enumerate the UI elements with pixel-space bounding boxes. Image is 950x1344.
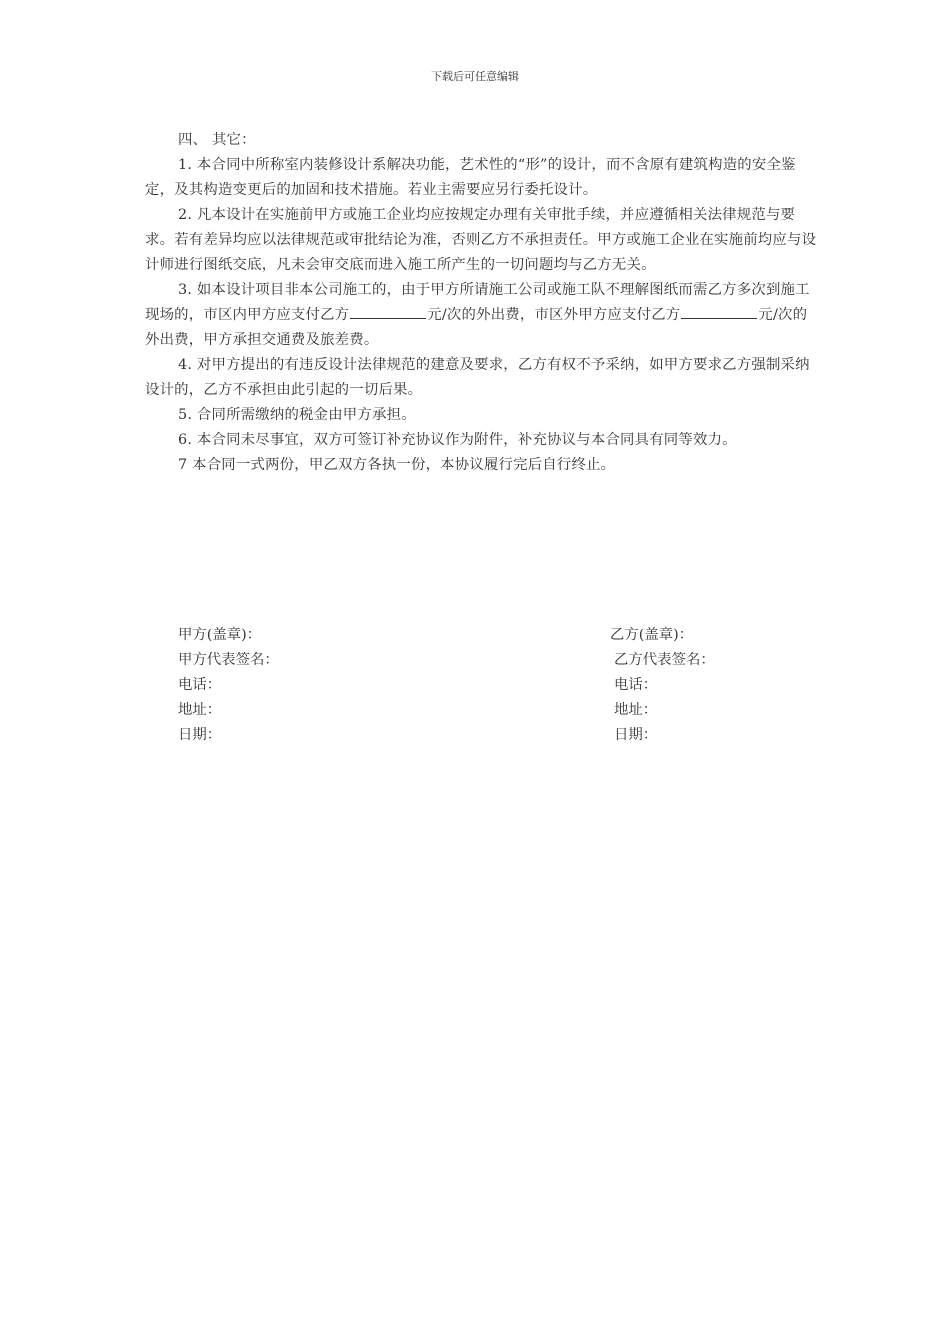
clause-3-part1: 3. 如本设计项目非本公司施工的，由于甲方所请施工公司或施工队不理解图纸而需乙方多次到施工现场的，市区内甲方应支付乙方: [145, 282, 810, 323]
section-heading: 四、 其它：: [178, 132, 256, 148]
clause-5: 5. 合同所需缴纳的税金由甲方承担。: [178, 407, 416, 423]
header-note: 下载后可任意编辑: [431, 70, 519, 83]
party-a-address: 地址：: [178, 702, 222, 718]
clause-3-part2: 元/次的外出费，市区外甲方应支付乙方: [427, 307, 681, 323]
party-a-seal: 甲方(盖章)：: [178, 627, 262, 643]
clause-2: 2. 凡本设计在实施前甲方或施工企业均应按规定办理有关审批手续，并应遵循相关法律规范与要求。若有差异均应以法律规范或审批结论为准，否则乙方不承担责任。甲方或施工企业在实施前均应与设计师进行图纸交底，凡未会审交底而进入施工所产生的一切问题均与乙方无关。: [145, 207, 817, 273]
clause-4: 4. 对甲方提出的有违反设计法律规范的建意及要求，乙方有权不予采纳，如甲方要求乙方强制采纳设计的，乙方不承担由此引起的一切后果。: [145, 357, 810, 398]
party-a-date: 日期：: [178, 727, 222, 743]
party-b-seal: 乙方(盖章)：: [610, 627, 694, 643]
party-a-signature-block: [178, 623, 279, 748]
clause-1: 1. 本合同中所称室内装修设计系解决功能，艺术性的“形”的设计，而不含原有建筑构造的安全鉴定，及其构造变更后的加固和技术措施。若业主需要应另行委托设计。: [145, 157, 796, 198]
party-b-address: 地址：: [614, 702, 658, 718]
party-b-phone: 电话：: [614, 677, 658, 693]
clause-3-part3: 元/次的外出费，甲方承担交通费及旅差费。: [145, 307, 808, 348]
contract-body: [145, 128, 820, 478]
party-b-date: 日期：: [614, 727, 658, 743]
party-b-signature-block: [610, 623, 715, 748]
fee-blank-urban[interactable]: [350, 303, 426, 319]
clause-7: 7 本合同一式两份，甲乙双方各执一份，本协议履行完后自行终止。: [178, 457, 616, 473]
clause-3: [145, 278, 820, 353]
clause-6: 6. 本合同未尽事宜，双方可签订补充协议作为附件，补充协议与本合同具有同等效力。: [178, 432, 737, 448]
fee-blank-suburban[interactable]: [681, 303, 757, 319]
party-a-rep: 甲方代表签名：: [178, 652, 279, 668]
party-a-phone: 电话：: [178, 677, 222, 693]
party-b-rep: 乙方代表签名：: [614, 652, 715, 668]
